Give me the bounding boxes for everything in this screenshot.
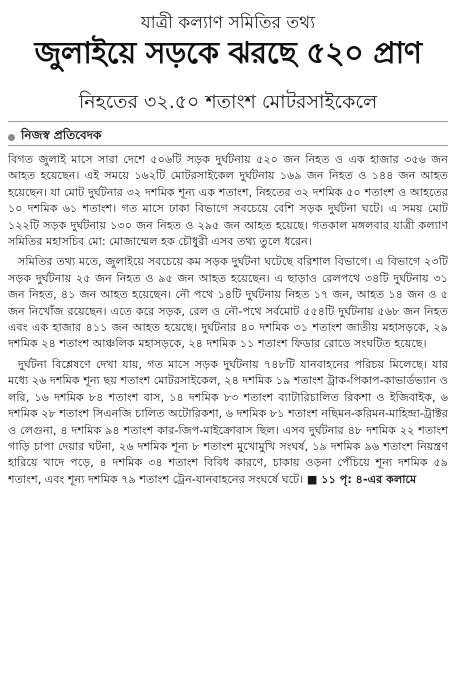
divider: [8, 121, 448, 122]
paragraph: সমিতির তথ্য মতে, জুলাইয়ে সবচেয়ে কম সড়ক দুর্ঘটনা ঘটেছে বরিশাল বিভাগে। এ বিভাগে ২৩টি সড়ক দুর্ঘটনায় ২৫ জন নিহত ও ৯৫ জন আহত হয়েছেন। এ ছাড়াও রেলপথে ৩৪টি দুর্ঘটনায় ৩১ জন নিহত, ৪১ জন আহত হয়েছেন। নৌ পথে ১৪টি দুর্ঘটনায় নিহত ১৭ জন, আহত ১৪ জন ও ৫ জন নিখোঁজ রয়েছেন। এতে করে সড়ক, রেল ও নৌ-পথে সর্বমোট ৫৫৪টি দুর্ঘটনায় ৫৬৮ জন নিহত এবং এক হাজার ৪১১ জন আহত হয়েছে। দুর্ঘটনার ৪০ দশমিক ৩১ শতাংশ জাতীয় মহাসড়কে, ২৯ দশমিক ২৪ শতাংশ আঞ্চলিক মহাসড়কে, ২৪ দশমিক ১১ শতাংশ ফিডার রোডে সংঘটিত হয়েছে।: [8, 255, 448, 351]
paragraph: [8, 357, 448, 488]
kicker: যাত্রী কল্যাণ সমিতির তথ্য: [140, 13, 316, 33]
continuation-note: ■ ১১ পৃ: ৪-এর কলামে: [306, 472, 417, 486]
byline-text: নিজস্ব প্রতিবেদক: [21, 128, 102, 142]
paragraph-text: দুর্ঘটনা বিশ্লেষণে দেখা যায়, গত মাসে সড়ক দুর্ঘটনায় ৭৪৮টি যানবাহনের পরিচয় মিলেছে। যার মধ্যে ২৬ দশমিক শূন্য ছয় শতাংশ মোটরসাইকেল, ২৪ দশমিক ১৯ শতাংশ ট্রাক-পিকাপ-কাভার্ডভ্যান ও লরি, ১৬ দশমিক ৮৪ শতাংশ বাস, ১৪ দশমিক ৮৩ শতাংশ ব্যাটারিচালিত রিকশা ও ইজিবাইক, ৬ দশমিক ২৮ শতাংশ সিএনজি চালিত অটোরিকশা, ৬ দশমিক ৮১ শতাংশ নছিমন-করিমন-মাহিন্দ্রা-ট্রাক্টর ও লেগুনা, ৪ দশমিক ৯৪ শতাংশ কার-জিপ-মাইক্রোবাস ছিল। এসব দুর্ঘটনার ৪৮ দশমিক ২২ শতাংশ গাড়ি চাপা দেয়ার ঘটনা, ২৬ দশমিক শূন্য ৮ শতাংশ মুখোমুখি সংঘর্ষ, ১৯ দশমিক ৯৬ শতাংশ নিয়ন্ত্রণ হারিয়ে খাদে পড়ে, ৪ দশমিক ৩৪ শতাংশ বিবিধ কারণে, চাকায় ওড়না পেঁচিয়ে শূন্য দশমিক ৫৯ শতাংশ, এবং শূন্য দশমিক ৭৯ শতাংশ ট্রেন-যানবাহনের সংঘর্ষে ঘটে।: [8, 357, 448, 486]
byline: [8, 127, 448, 147]
article-body: [8, 152, 448, 670]
divider: [8, 145, 448, 146]
bullet-icon: [8, 134, 15, 141]
subheadline: নিহতের ৩২.৫০ শতাংশ মোটরসাইকেলে: [78, 91, 378, 113]
paragraph: বিগত জুলাই মাসে সারা দেশে ৫০৬টি সড়ক দুর্ঘটনায় ৫২০ জন নিহত ও এক হাজার ৩৫৬ জন আহত হয়েছেন। এই সময়ে ১৬২টি মোটরসাইকেল দুর্ঘটনায় ১৬৯ জন নিহত ও ১৪৪ জন আহত হয়েছেন। যা মোট দুর্ঘটনার ৩২ দশমিক শূন্য এক শতাংশ, নিহতের ৩২ দশমিক ৫০ শতাংশ ও আহতের ১০ দশমিক ৬১ শতাংশ। গত মাসে ঢাকা বিভাগে সবচেয়ে বেশি সড়ক দুর্ঘটনা ঘটে। এ সময় মোট ১২২টি সড়ক দুর্ঘটনায় ১৩০ জন নিহত ও ২৯৫ জন আহত হয়েছে। গতকাল মঙ্গলবার যাত্রী কল্যাণ সমিতির মহাসচিব মো: মোজাম্মেল হক চৌধুরী এসব তথ্য তুলে ধরেন।: [8, 153, 448, 249]
headline: জুলাইয়ে সড়কে ঝরছে ৫২০ প্রাণ: [34, 36, 422, 71]
